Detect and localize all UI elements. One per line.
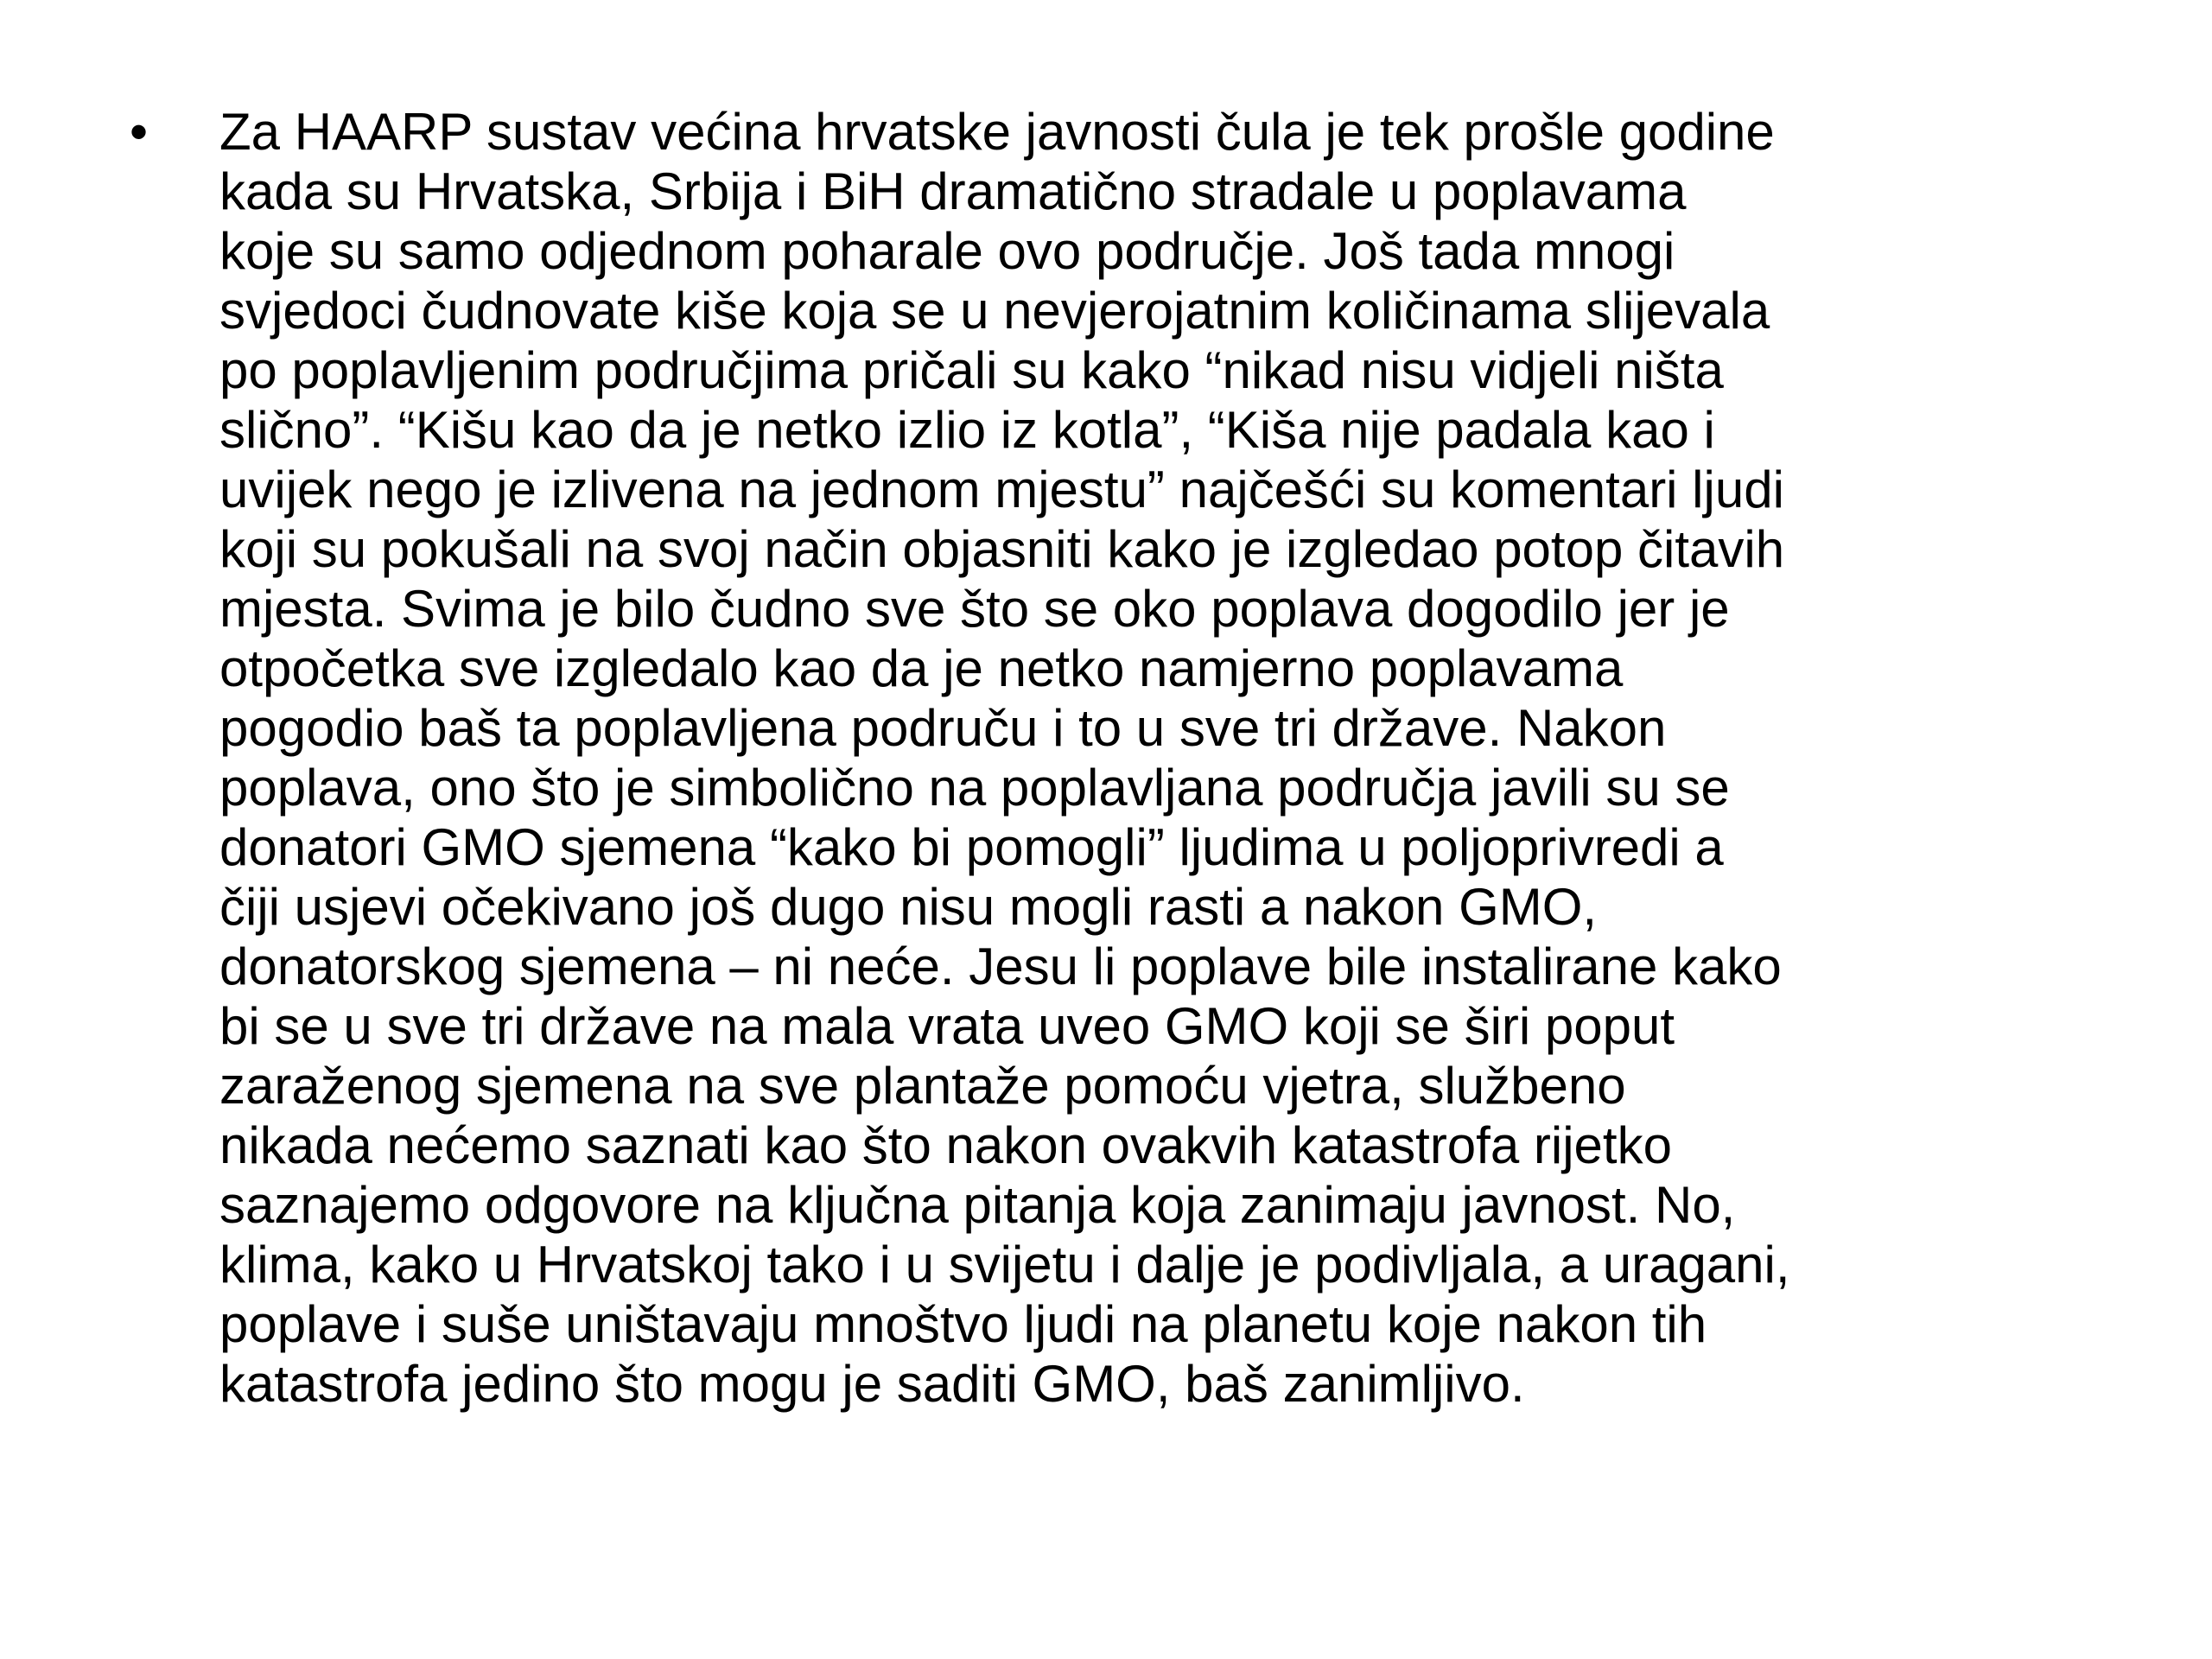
text-line: mjesta. Svima je bilo čudno sve što se oko poplava dogodilo jer je: [219, 580, 1730, 638]
text-line: zaraženog sjemena na sve plantaže pomoću vjetra, službeno: [219, 1057, 1626, 1115]
text-line: donatori GMO sjemena “kako bi pomogli” ljudima u poljoprivredi a: [219, 818, 1724, 876]
text-line: koji su pokušali na svoj način objasniti kako je izgledao potop čitavih: [219, 520, 1785, 578]
bullet-marker: •: [130, 103, 149, 161]
bullet-list: [130, 102, 2117, 1414]
text-line: uvijek nego je izlivena na jednom mjestu” najčešći su komentari ljudi: [219, 461, 1784, 518]
text-line: svjedoci čudnovate kiše koja se u nevjerojatnim količinama slijevala: [219, 282, 1770, 340]
text-line: otpočetka sve izgledalo kao da je netko namjerno poplavama: [219, 639, 1624, 697]
bullet-item: [130, 102, 2117, 1414]
text-line: donatorskog sjemena – ni neće. Jesu li poplave bile instalirane kako: [219, 938, 1782, 995]
text-line: poplava, ono što je simbolično na poplavljana područja javili su se: [219, 759, 1730, 817]
text-line: Za HAARP sustav većina hrvatske javnosti čula je tek prošle godine: [219, 103, 1775, 161]
text-line: poplave i suše uništavaju mnoštvo ljudi na planetu koje nakon tih: [219, 1295, 1707, 1353]
text-line: čiji usjevi očekivano još dugo nisu mogli rasti a nakon GMO,: [219, 878, 1598, 936]
text-line: bi se u sve tri države na mala vrata uveo GMO koji se širi poput: [219, 997, 1675, 1055]
text-line: slično”. “Kišu kao da je netko izlio iz kotla”, “Kiša nije padala kao i: [219, 401, 1715, 459]
bullet-paragraph: [219, 102, 2117, 1414]
text-line: koje su samo odjednom poharale ovo područje. Još tada mnogi: [219, 222, 1675, 280]
text-line: saznajemo odgovore na ključna pitanja koja zanimaju javnost. No,: [219, 1176, 1736, 1234]
text-line: nikada nećemo saznati kao što nakon ovakvih katastrofa rijetko: [219, 1116, 1672, 1174]
text-line: po poplavljenim područjima pričali su kako “nikad nisu vidjeli ništa: [219, 341, 1724, 399]
text-line: katastrofa jedino što mogu je saditi GMO, baš zanimljivo.: [219, 1355, 1525, 1413]
text-line: kada su Hrvatska, Srbija i BiH dramatično stradale u poplavama: [219, 162, 1687, 220]
text-line: pogodio baš ta poplavljena područu i to u sve tri države. Nakon: [219, 699, 1667, 757]
text-line: klima, kako u Hrvatskoj tako i u svijetu i dalje je podivljala, a uragani,: [219, 1236, 1790, 1294]
